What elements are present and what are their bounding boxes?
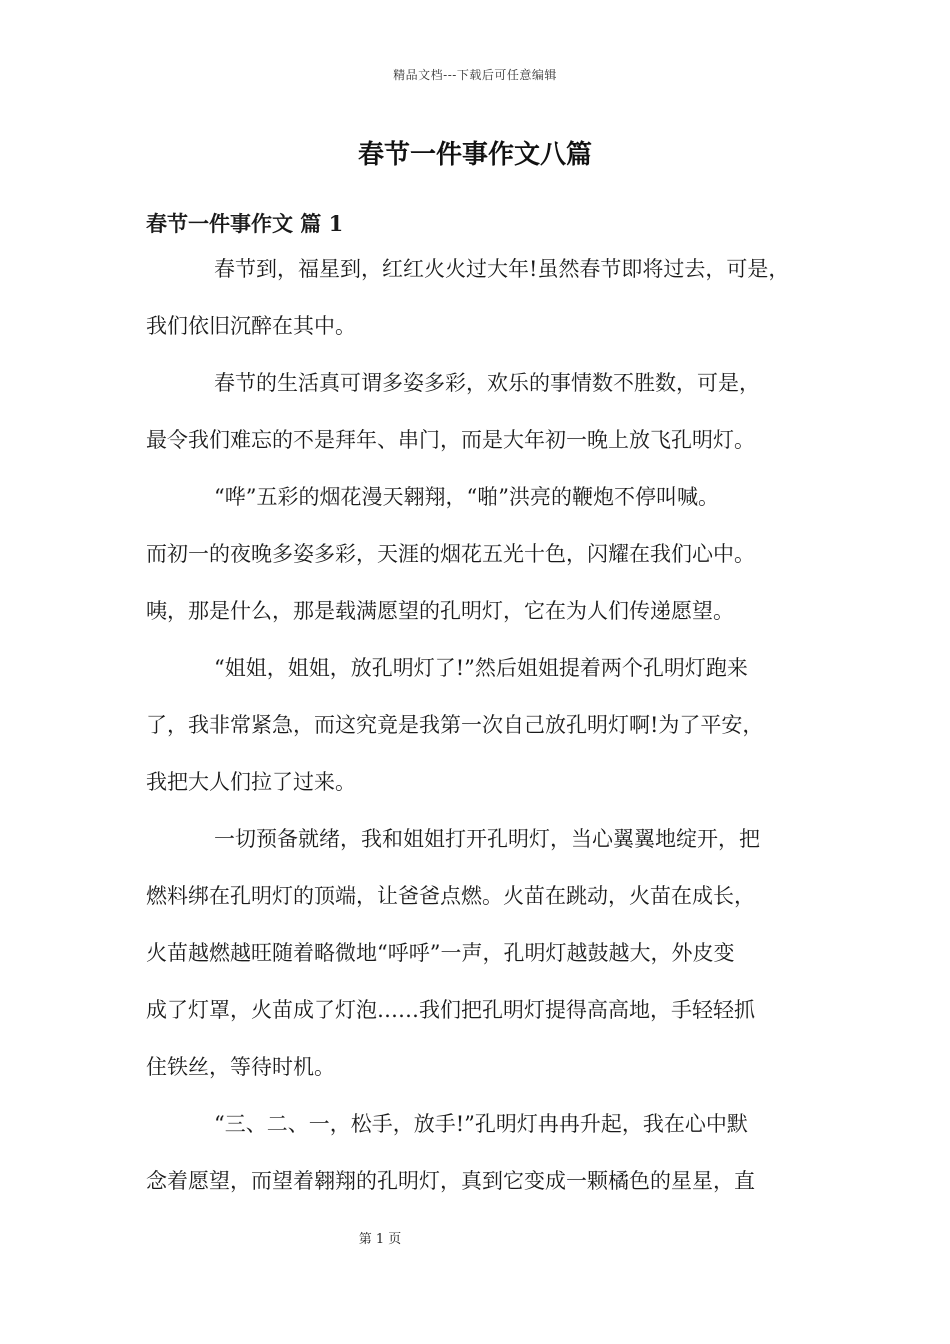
paragraph-line: 火苗越燃越旺随着略微地“呼呼”一声，孔明灯越鼓越大，外皮变 [146,941,735,965]
paragraph-line: 成了灯罩，火苗成了灯泡……我们把孔明灯提得高高地，手轻轻抓 [146,998,755,1022]
paragraph-line: 住铁丝，等待时机。 [146,1055,335,1079]
paragraph-line: 春节到，福星到，红红火火过大年!虽然春节即将过去，可是， [214,257,790,281]
paragraph-5 [146,825,826,1082]
header-note: 精品文档---下载后可任意编辑 [393,68,557,82]
paragraph-line: “哗”五彩的烟花漫天翱翔，“啪”洪亮的鞭炮不停叫喊。 [214,485,719,509]
paragraph-line: 念着愿望，而望着翱翔的孔明灯，真到它变成一颗橘色的星星，直 [146,1169,755,1193]
paragraph-line: “三、二、一，松手，放手!”孔明灯冉冉升起，我在心中默 [214,1112,748,1136]
paragraph-2 [146,369,826,455]
paragraph-line: 燃料绑在孔明灯的顶端，让爸爸点燃。火苗在跳动，火苗在成长， [146,884,755,908]
document-title: 春节一件事作文八篇 [357,140,592,170]
paragraph-line: 而初一的夜晚多姿多彩，天涯的烟花五光十色，闪耀在我们心中。 [146,542,755,566]
paragraph-4 [146,654,826,797]
essay-body [146,255,826,1224]
paragraph-3 [146,483,826,626]
paragraph-line: “姐姐，姐姐，放孔明灯了!”然后姐姐提着两个孔明灯跑来 [214,656,748,680]
paragraph-line: 春节的生活真可谓多姿多彩，欢乐的事情数不胜数，可是， [214,371,760,395]
paragraph-line: 我们依旧沉醉在其中。 [146,314,356,338]
section-heading: 春节一件事作文 篇 1 [146,211,344,236]
paragraph-line: 咦，那是什么，那是载满愿望的孔明灯，它在为人们传递愿望。 [146,599,734,623]
paragraph-line: 一切预备就绪，我和姐姐打开孔明灯，当心翼翼地绽开，把 [214,827,760,851]
paragraph-6 [146,1110,826,1196]
paragraph-line: 我把大人们拉了过来。 [146,770,356,794]
paragraph-line: 了，我非常紧急，而这究竟是我第一次自己放孔明灯啊!为了平安， [146,713,764,737]
paragraph-1 [146,255,826,341]
page-number: 第 1 页 [358,1232,402,1247]
paragraph-line: 最令我们难忘的不是拜年、串门，而是大年初一晚上放飞孔明灯。 [146,428,755,452]
